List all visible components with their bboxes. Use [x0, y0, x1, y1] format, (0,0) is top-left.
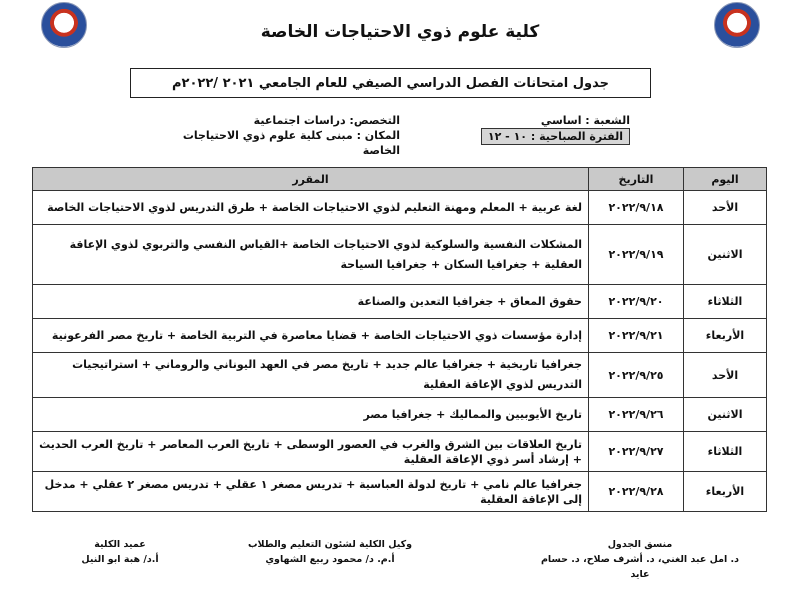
location-label: المكان : مبنى كلية علوم ذوي الاحتياجات الخاصة — [182, 129, 400, 157]
coordinator-signature — [540, 537, 740, 582]
dean-name: أ.د/ هبة ابو النيل — [81, 554, 159, 565]
table-row — [33, 353, 767, 398]
row-course: حقوق المعاق + جغرافيا التعدين والصناعة — [33, 285, 589, 319]
specialization-info — [180, 113, 400, 158]
coordinator-names: د. امل عبد الغني، د. أشرف صلاح، د. حسام عايد — [540, 554, 740, 580]
table-row — [33, 432, 767, 472]
vice-dean-signature — [230, 537, 430, 567]
schedule-title-box — [130, 68, 651, 98]
row-day: الأحد — [684, 191, 767, 225]
row-course: المشكلات النفسية والسلوكية لذوي الاحتياجات الخاصة +القياس النفسي والتربوي لذوي الإعاقة العقلية + جغرافيا السكان + جغرافيا السياحة — [33, 225, 589, 285]
row-course: تاريخ العلاقات بين الشرق والغرب في العصور الوسطى + تاريخ العرب المعاصر + تاريخ العرب الحديث + إرشاد أسر ذوي الإعاقة العقلية — [33, 432, 589, 472]
university-logo-left — [41, 2, 87, 48]
table-row — [33, 191, 767, 225]
dean-signature — [60, 537, 180, 567]
row-date: ٢٠٢٢/٩/٢٥ — [589, 353, 684, 398]
row-course: جغرافيا تاريخية + جغرافيا عالم جديد + تاريخ مصر في العهد اليوناني والروماني + استراتيجيات التدريس لذوي الإعاقة العقلية — [33, 353, 589, 398]
row-date: ٢٠٢٢/٩/١٨ — [589, 191, 684, 225]
row-day: الاثنين — [684, 225, 767, 285]
row-date: ٢٠٢٢/٩/٢٨ — [589, 472, 684, 512]
row-day: الثلاثاء — [684, 432, 767, 472]
period-label: الفترة الصباحية : ١٠ - ١٢ — [481, 128, 630, 145]
table-row — [33, 398, 767, 432]
row-day: الأحد — [684, 353, 767, 398]
row-course: إدارة مؤسسات ذوي الاحتياجات الخاصة + قضايا معاصرة في التربية الخاصة + تاريخ مصر الفرعونية — [33, 319, 589, 353]
division-label: الشعبة : اساسي — [540, 114, 630, 127]
header-day: اليوم — [684, 168, 767, 191]
row-day: الاثنين — [684, 398, 767, 432]
vice-dean-title: وكيل الكلية لشئون التعليم والطلاب — [247, 539, 413, 550]
row-date: ٢٠٢٢/٩/٢٦ — [589, 398, 684, 432]
table-row — [33, 472, 767, 512]
row-date: ٢٠٢٢/٩/٢٧ — [589, 432, 684, 472]
university-logo-right — [714, 2, 760, 48]
college-name: كلية علوم ذوي الاحتياجات الخاصة — [260, 22, 540, 42]
specialization-label: التخصص: دراسات اجتماعية — [253, 114, 400, 127]
coordinator-title: منسق الجدول — [607, 539, 673, 550]
row-day: الثلاثاء — [684, 285, 767, 319]
table-header-row — [33, 168, 767, 191]
row-date: ٢٠٢٢/٩/١٩ — [589, 225, 684, 285]
schedule-title: جدول امتحانات الفصل الدراسي الصيفي للعام الجامعي ٢٠٢١ /٢٠٢٢م — [172, 75, 609, 91]
row-day: الأربعاء — [684, 472, 767, 512]
row-course: لغة عربية + المعلم ومهنة التعليم لذوي الاحتياجات الخاصة + طرق التدريس لذوي الاحتياجات الخاصة — [33, 191, 589, 225]
row-course: جغرافيا عالم نامي + تاريخ لدولة العباسية + تدريس مصغر ١ عقلي + تدريس مصغر ٢ عقلي + مدخل إلى الإعاقة العقلية — [33, 472, 589, 512]
header-date: التاريخ — [589, 168, 684, 191]
row-date: ٢٠٢٢/٩/٢٠ — [589, 285, 684, 319]
table-row — [33, 225, 767, 285]
row-date: ٢٠٢٢/٩/٢١ — [589, 319, 684, 353]
row-day: الأربعاء — [684, 319, 767, 353]
vice-dean-name: أ.م. د/ محمود ربيع الشهاوي — [265, 554, 395, 565]
schedule-table-wrap — [32, 167, 767, 504]
header-course: المقرر — [33, 168, 589, 191]
division-info — [470, 113, 630, 145]
row-course: تاريخ الأيوبيين والمماليك + جغرافيا مصر — [33, 398, 589, 432]
table-row — [33, 319, 767, 353]
schedule-table — [32, 167, 767, 512]
table-row — [33, 285, 767, 319]
dean-title: عميد الكلية — [94, 539, 146, 550]
